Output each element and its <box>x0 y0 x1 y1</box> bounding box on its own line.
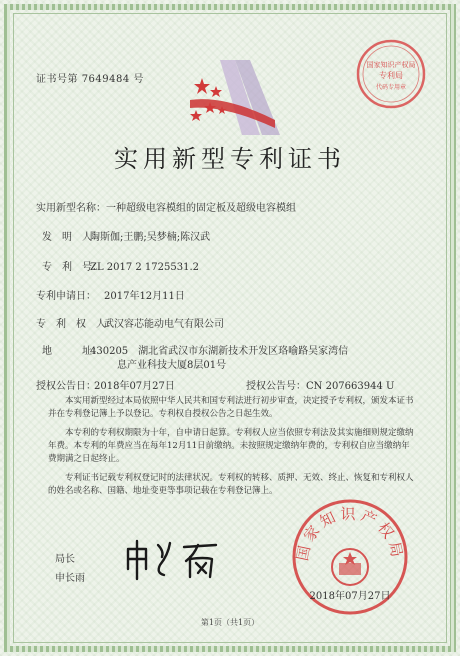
field-value: 息产业科技大厦8层01号 <box>117 360 227 371</box>
field-value: 2017年12月11日 <box>104 291 185 302</box>
signature-role: 局长 <box>55 554 75 565</box>
field-row-grant-date <box>36 377 175 392</box>
field-label: 实用新型名称： <box>36 203 106 214</box>
field-value: 陶斯伽;王鹏;吴梦楠;陈汉武 <box>90 232 211 243</box>
page-footer: 第1页（共1页） <box>200 618 260 627</box>
seal-text: 国家知识产权局 <box>293 505 407 563</box>
field-value: CN 207663944 U <box>306 381 395 392</box>
handwritten-signature <box>120 535 240 585</box>
field-label: 发 明 人： <box>42 232 102 243</box>
signature-name: 申长雨 <box>55 573 85 584</box>
field-label: 地 址： <box>42 346 102 357</box>
corner-seal-line-3: 代码专用章 <box>375 84 407 91</box>
field-label: 授权公告号： <box>246 381 306 392</box>
field-label: 专 利 权 人： <box>36 319 116 330</box>
field-value: 一种超级电容模组的固定板及超级电容模组 <box>106 203 296 214</box>
field-row-address <box>42 342 348 357</box>
field-row-inventors <box>42 228 210 243</box>
national-emblem-icon <box>332 549 368 585</box>
body-paragraph: 专利证书记载专利权登记时的法律状况。专利权的转移、质押、无效、终止、恢复和专利权人的姓名或名称、国籍、地址变更等事项记载在专利登记簿上。 <box>48 473 414 496</box>
field-value: 2018年07月27日 <box>94 381 175 392</box>
certificate-body <box>48 395 418 504</box>
certificate-number-value: 7649484 <box>81 74 130 85</box>
field-label: 授权公告日： <box>36 381 96 392</box>
corner-official-seal <box>355 38 427 110</box>
field-row-address-cont <box>117 356 226 371</box>
certificate-number-suffix: 号 <box>133 74 144 85</box>
field-row-application-date <box>36 287 185 302</box>
field-value: 武汉容芯能动电气有限公司 <box>104 319 224 330</box>
body-paragraph: 本专利的专利权期限为十年，自申请日起算。专利权人应当依照专利法及其实施细则规定缴纳年费。本专利的年费应当在每年12月11日前缴纳。未按照规定缴纳年费的，专利权自应当缴纳年费期满之日起终止。 <box>48 428 414 464</box>
certificate-number <box>36 70 144 85</box>
field-row-name <box>36 199 296 214</box>
field-row-grant-number <box>246 377 394 392</box>
field-value: ZL 2017 2 1725531.2 <box>90 262 200 273</box>
corner-seal-line-2: 专利局 <box>379 71 403 80</box>
certificate-number-label: 证书号第 <box>36 74 78 85</box>
field-row-patentee <box>36 315 224 330</box>
body-paragraph: 本实用新型经过本局依照中华人民共和国专利法进行初步审查，决定授予专利权，颁发本证书并在专利登记簿上予以登记。专利权自授权公告之日起生效。 <box>48 396 414 419</box>
seal-date: 2018年07月27日 <box>309 591 391 602</box>
certificate-title: 实用新型专利证书 <box>114 145 346 173</box>
field-label: 专 利 号： <box>42 262 102 273</box>
corner-seal-line-1: 国家知识产权局 <box>366 61 416 69</box>
field-row-patent-number <box>42 258 199 273</box>
field-label: 专利申请日： <box>36 291 96 302</box>
patent-office-emblem-icon <box>180 40 285 145</box>
field-value: 430205 湖北省武汉市东湖新技术开发区珞喻路吴家湾信 <box>90 346 349 357</box>
